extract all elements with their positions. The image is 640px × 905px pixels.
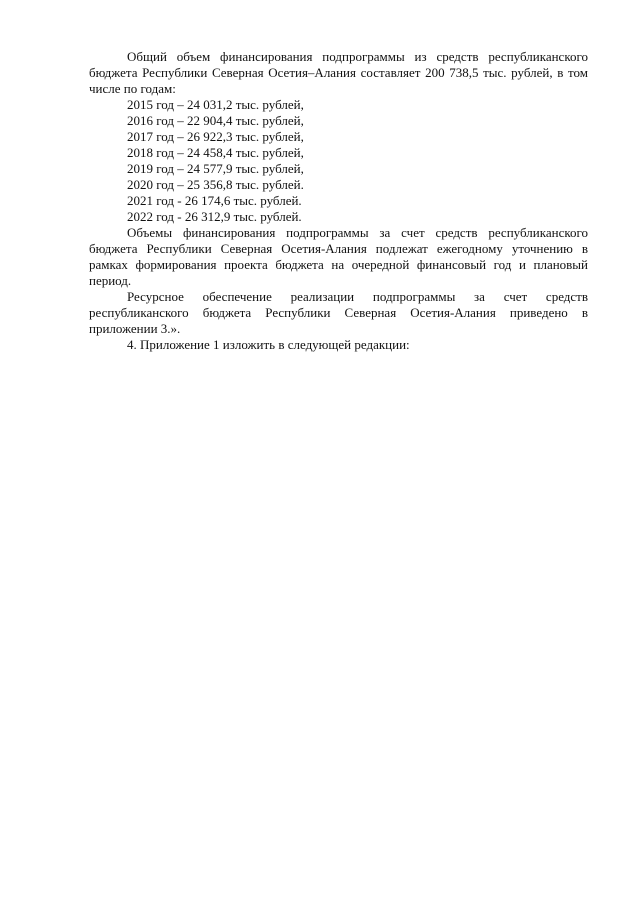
appendix-instruction: 4. Приложение 1 изложить в следующей редакции: [127,337,410,352]
volumes-paragraph: Объемы финансирования подпрограммы за счет средств республиканского бюджета Республики Северная Осетия-Алания подлежат ежегодному уточнению в рамках формирования проекта бюджета на очередной финансовый год и плановый период. [89,225,588,288]
year-line-2015: 2015 год – 24 031,2 тыс. рублей, [127,97,304,112]
year-line-2017: 2017 год – 26 922,3 тыс. рублей, [127,129,304,144]
intro-paragraph: Общий объем финансирования подпрограммы из средств республиканского бюджета Республики Северная Осетия–Алания составляет 200 738,5 тыс. рублей, в том числе по годам: [89,49,588,96]
resource-paragraph: Ресурсное обеспечение реализации подпрограммы за счет средств республиканского бюджета Республики Северная Осетия-Алания приведено в приложении 3.». [89,289,588,336]
year-line-2019: 2019 год – 24 577,9 тыс. рублей, [127,161,304,176]
year-line-2020: 2020 год – 25 356,8 тыс. рублей. [127,177,304,192]
year-line-2021: 2021 год - 26 174,6 тыс. рублей. [127,193,302,208]
year-line-2016: 2016 год – 22 904,4 тыс. рублей, [127,113,304,128]
document-page [89,49,588,353]
year-line-2022: 2022 год - 26 312,9 тыс. рублей. [127,209,302,224]
year-line-2018: 2018 год – 24 458,4 тыс. рублей, [127,145,304,160]
